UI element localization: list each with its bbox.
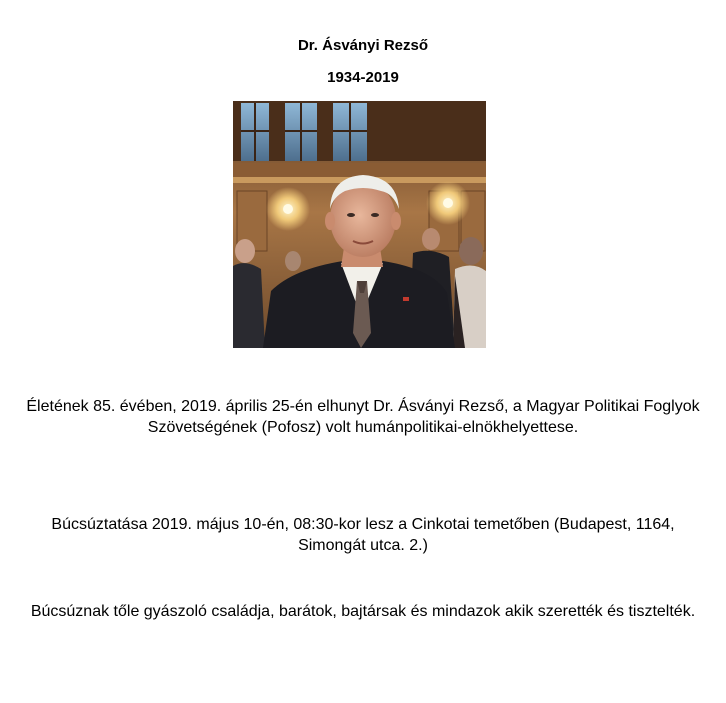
farewell-paragraph: Búcsúznak tőle gyászoló családja, barátok, bajtársak és mindazok akik szerették és tisztelték. [30,603,696,620]
death-notice-paragraph: Életének 85. évében, 2019. április 25-én elhunyt Dr. Ásványi Rezső, a Magyar Politikai Foglyok Szövetségének (Pofosz) volt humánpolitikai-elnökhelyettese. [26,398,700,436]
portrait-photo [233,101,486,348]
funeral-info-paragraph: Búcsúztatása 2019. május 10-én, 08:30-kor lesz a Cinkotai temetőben (Budapest, 1164, Simongát utca. 2.) [51,516,675,554]
memorial-name: Dr. Ásványi Rezső [297,37,429,54]
memorial-years: 1934-2019 [327,69,399,86]
